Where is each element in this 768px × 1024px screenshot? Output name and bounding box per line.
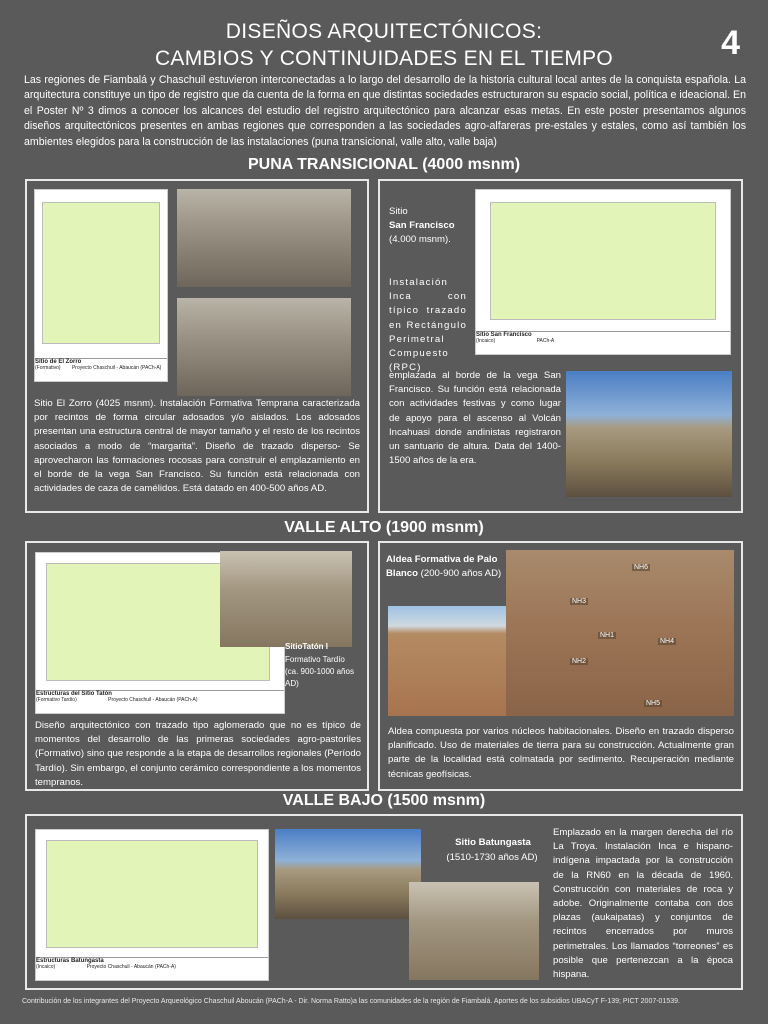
panel-palo-blanco [378, 541, 743, 791]
plan-batungasta [35, 829, 269, 981]
nh-label: NH5 [646, 700, 661, 707]
section-heading-puna: PUNA TRANSICIONAL (4000 msnm) [247, 156, 521, 173]
sf-altitude: (4.000 msnm). [389, 234, 451, 245]
plan-cartouche: Estructuras Batungasta (Incaico) Proyecto Chaschuil - Abaucán (PACh-A) [36, 957, 268, 980]
sf-text-top: Instalación Inca con típico trazado en Rectángulo Perimetral Compuesto (RPC) [389, 277, 467, 374]
batungasta-caption-dates: (1510-1730 años AD) [446, 852, 538, 863]
photo-palo-blanco-aerial [506, 550, 734, 716]
panel-el-zorro [25, 179, 369, 513]
panel-san-francisco [378, 179, 743, 513]
section-heading-valle-alto: VALLE ALTO (1900 msnm) [284, 519, 484, 536]
footer-credits: Contribución de los integrantes del Proyecto Arqueológico Chaschuil Aboucán (PACh-A - Dir. Norma Ratto)a las comunidades de la región de Fiambalá. Aportes de los subsidios UBACyT F-139; PICT 2007-01539. [22, 998, 680, 1005]
sf-text-bottom: emplazada al borde de la vega San Francisco. Su función está relacionada con actividades festivas y como lugar de apoyo para el ascenso al Volcán Incahuasi donde andinistas registraron un santuario de altura. Data del 1400-1500 años de la era. [389, 370, 561, 467]
photo-batungasta-1 [275, 829, 421, 919]
photo-batungasta-2 [409, 882, 539, 980]
section-heading-valle-bajo: VALLE BAJO (1500 msnm) [282, 792, 486, 809]
batungasta-caption-name: Sitio Batungasta [455, 837, 531, 848]
photo-palo-blanco-excavation [388, 606, 506, 716]
el-zorro-description: Sitio El Zorro (4025 msnm). Instalación Formativa Temprana caracterizada por recintos de forma circular adosados y/o aislados. Los adosados presentan una estructura central de mayor tamaño y el resto de los recintos asociados a modo de “margarita”. Diseño de trazado disperso- Se aprovecharon las formaciones rocosas para construir el emplazamiento en el borde de la vega San Francisco. Su función está relacionada con actividades de caza de camélidos. Está datado en 400-500 años AD. [34, 398, 360, 495]
photo-el-zorro-2 [177, 298, 351, 396]
sf-site-label: Sitio [389, 206, 408, 217]
photo-taton [220, 551, 352, 647]
nh-label: NH3 [572, 598, 587, 605]
taton-caption-name: SitioTatón I [285, 642, 328, 651]
palo-blanco-title: Aldea Formativa de Palo Blanco (200-900 años AD) [386, 554, 502, 580]
poster-number: 4 [721, 24, 740, 62]
plan-cartouche: Sitio San Francisco (Incaico) PACh-A [476, 331, 730, 354]
palo-blanco-description: Aldea compuesta por varios núcleos habitacionales. Diseño en trazado disperso planificado. Uso de materiales de tierra para su construcción. Actualmente gran parte de la localidad está colmatada por sedimento. Recuperación mediante técnicas geofísicas. [388, 726, 734, 780]
plan-el-zorro [34, 189, 168, 382]
panel-batungasta [25, 814, 743, 990]
taton-caption-period: Formativo Tardío [285, 655, 345, 664]
taton-caption-dates: (ca. 900-1000 años AD) [285, 667, 354, 688]
nh-label: NH2 [572, 658, 587, 665]
photo-san-francisco [566, 371, 732, 497]
photo-el-zorro-1 [177, 189, 351, 287]
panel-taton [25, 541, 369, 791]
page-title-line2: CAMBIOS Y CONTINUIDADES EN EL TIEMPO [154, 47, 614, 70]
taton-description: Diseño arquitectónico con trazado tipo aglomerado que no es típico de momentos del desarrollo de las primeras sociedades agro-pastoriles (Formativo) sino que responde a la etapa de desarrollos regionales (Período Tardío). Sin embargo, el conjunto cerámico correspondiente a los momentos tempranos. [35, 720, 361, 788]
page-title-line1: DISEÑOS ARQUITECTÓNICOS: [225, 20, 543, 43]
batungasta-description: Emplazado en la margen derecha del río La Troya. Instalación Inca e hispano-indígena impactada por la construcción de la RN60 en la década de 1960. Construcción con materiales de roca y adobe. Originalmente contaba con dos plazas (aukaipatas) y conjuntos de recintos encerrados por muros perimetrales. Los llamados “torreones” es posible que pertenezcan a la época hispana. [553, 827, 733, 981]
nh-label: NH6 [634, 564, 649, 571]
plan-cartouche: Sitio de El Zorro (Formativo) Proyecto Chaschuil - Abaucán (PACh-A) [35, 358, 167, 381]
plan-cartouche: Estructuras del Sitio Tatón (Formativo Tardío) Proyecto Chaschuil - Abaucán (PACh-A) [36, 690, 284, 713]
intro-paragraph: Las regiones de Fiambalá y Chaschuil estuvieron interconectadas a lo largo del desarrollo de la historia cultural local antes de la conquista española. La arquitectura constituye un tipo de registro que da cuenta de la forma en que distintas sociedades estructuraron su espacio social, política e ideacional. En el Poster Nº 3 dimos a conocer los alcances del estudio del registro arquitectónico para alcanzar esas metas. En este poster presentamos algunos diseños arquitectónicos presentes en ambas regiones que corresponden a las sociedades agro-alfareras pre-estales y estales, como así también los ambientes elegidos para la construcción de las instalaciones (puna transicional, valle alto, valle baja) [24, 74, 746, 148]
nh-label: NH1 [600, 632, 615, 639]
plan-san-francisco [475, 189, 731, 355]
nh-label: NH4 [660, 638, 675, 645]
sf-site-name: San Francisco [389, 220, 455, 231]
